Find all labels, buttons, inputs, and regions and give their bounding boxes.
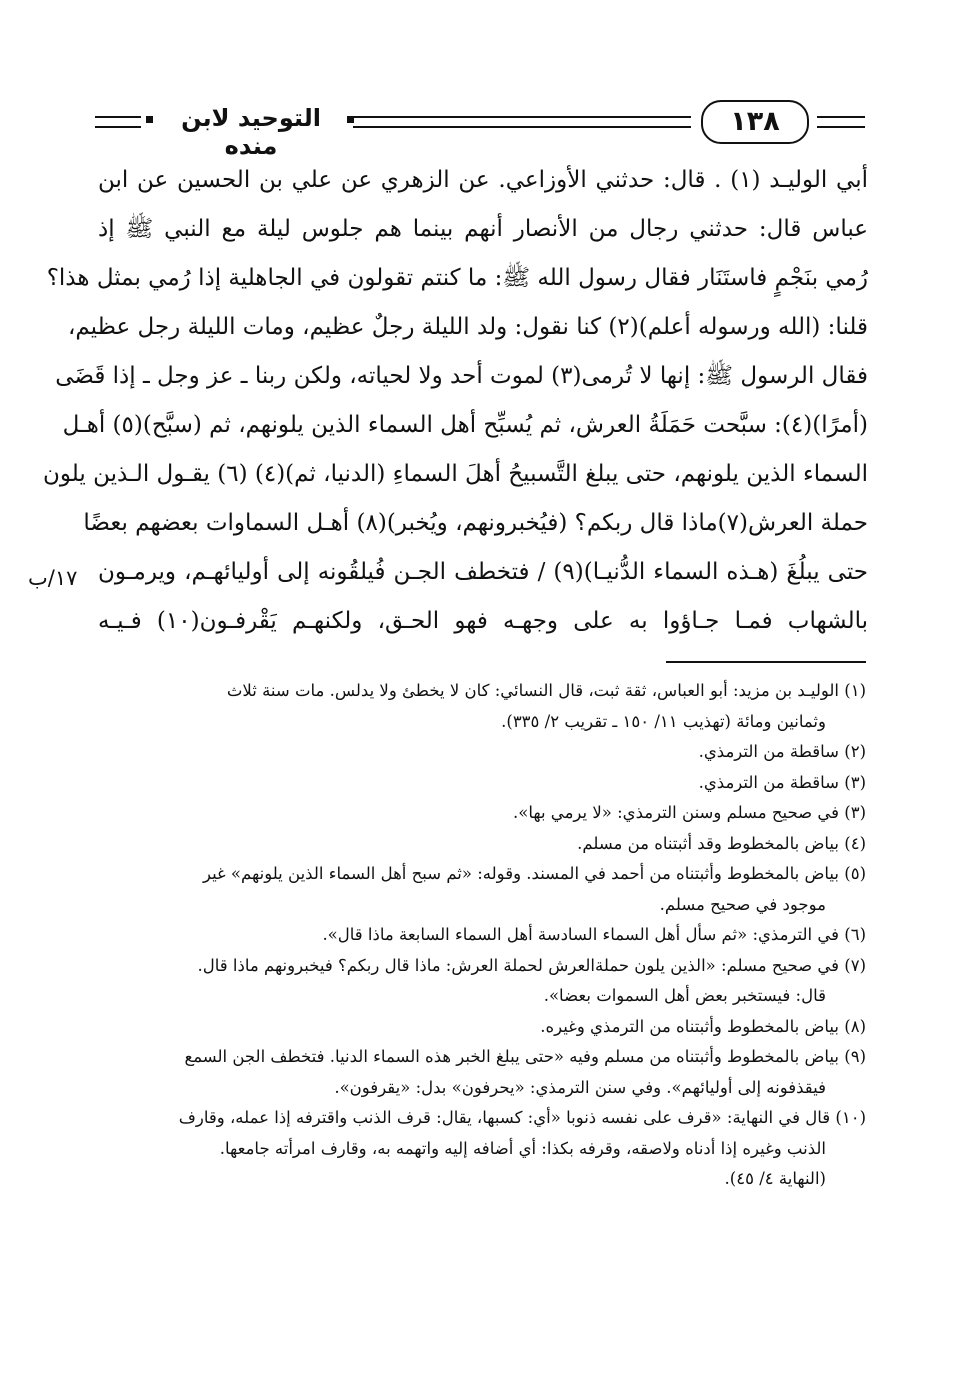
- footnote-continuation: فيقذفونه إلى أوليائهم». وفي سنن الترمذي: «يحرفون» بدل: «يقرفون».: [334, 1077, 826, 1097]
- footnote-text: (١٠) قال في النهاية: «قرف على نفسه ذنوبا «أي: كسبها، يقال: قرف الذنب واقترفه إذا عمله، وقارف: [178, 1108, 866, 1127]
- text-line: أبي الوليـد (١) . قال: حدثني الأوزاعي. عن الزهري عن علي بن الحسين عن ابن: [98, 167, 868, 193]
- footnote: (٣) ساقطة من الترمذي.: [698, 772, 866, 792]
- running-title: التوحيد لابن منده: [181, 104, 321, 160]
- header-square-left: [146, 116, 153, 123]
- footnote: [98, 1042, 866, 1103]
- footnote-continuation: قال: فيستخبر بعض أهل السموات بعضا».: [543, 986, 826, 1005]
- footnote-text: (١) الوليـد بن مزيد: أبو العباس، ثقة ثبت، قال النسائي: كان لا يخطئ ولا يدلس. مات سنة ثلاث: [226, 681, 866, 700]
- footnote-continuation: الذنب وغيره إذا أدناه ولاصقه، وقرفه بكذا: أي أضافه إليه واتهمه به، وقارف امرأته جامعها.: [219, 1138, 826, 1158]
- footnote: (٨) بياض بالمخطوط وأثبتناه من الترمذي وغيره.: [540, 1016, 866, 1036]
- footnotes: [98, 676, 866, 1195]
- page-number: ١٣٨: [701, 100, 809, 144]
- page-header: [95, 100, 865, 160]
- header-rule-right: [817, 116, 865, 128]
- footnote-text: (٧) في صحيح مسلم: «الذين يلون حملةالعرش لحملة العرش: ماذا قال ربكم؟ فيخبرونهم ماذا قال.: [197, 955, 866, 975]
- footnote: [98, 859, 866, 920]
- text-line: رُمي بنَجْمٍ فاستَنَار فقال رسول الله ﷺ: ما كنتم تقولون في الجاهلية إذا رُمي بمثل هذا؟: [46, 265, 868, 291]
- text-line: السماء الذين يلونهم، حتى يبلغ التَّسبيحُ أهلَ السماءِ (الدنيا، ثم)(٤) (٦) يقـول الـذين يلون: [43, 461, 868, 487]
- header-rule-left: [95, 116, 141, 128]
- footnote: [98, 1103, 866, 1195]
- text-line: (أمرًا)(٤): سبَّحت حَمَلَةُ العرش، ثم يُسبِّح أهل السماء الذين يلونهم، ثم (سبَّح)(٥) أهـل: [62, 412, 868, 438]
- text-line: فقال الرسول ﷺ: إنها لا تُرمى(٣) لموت أحد ولا لحياته، ولكن ربنا ـ عز وجل ـ إذا قَضَى: [55, 363, 868, 389]
- footnote-divider: [666, 661, 866, 663]
- text-line: عباس قال: حدثني رجال من الأنصار أنهم بينما هم جلوس ليلة مع النبي ﷺ إذ: [98, 216, 868, 242]
- footnote: (٦) في الترمذي: «ثم سأل أهل السماء السادسة أهل السماء السابعة ماذا قال».: [322, 925, 866, 944]
- footnote-continuation: موجود في صحيح مسلم.: [659, 894, 826, 914]
- footnote: (٣) في صحيح مسلم وسنن الترمذي: «لا يرمي بها».: [513, 803, 866, 822]
- manuscript-folio-note: ١٧/ب: [28, 566, 78, 590]
- footnote-continuation: (النهاية ٤/ ٤٥).: [724, 1169, 826, 1188]
- footnote: (٤) بياض بالمخطوط وقد أثبتناه من مسلم.: [577, 833, 866, 853]
- footnote-text: (٩) بياض بالمخطوط وأثبتناه من مسلم وفيه «حتى يبلغ الخبر هذه السماء الدنيا. فتخطف الجن السمع: [184, 1047, 866, 1066]
- text-line: حملة العرش(٧)ماذا قال ربكم؟ (فيُخبرونهم، ويُخبر)(٨) أهـل السماوات بعضهم بعضًا: [83, 510, 868, 536]
- text-line: حتى يبلُغَ (هـذه السماء الدُّنيـا)(٩) / فتخطف الجـن فُيلقُونه إلى أوليائهـم، ويرمـون: [98, 559, 869, 585]
- footnote-continuation: وثمانين ومائة (تهذيب ١١/ ١٥٠ ـ تقريب ٢/ ٣٣٥).: [501, 711, 826, 731]
- header-rule-middle: [353, 116, 691, 128]
- footnote: [98, 951, 866, 1012]
- text-line: قلنا: (الله ورسوله أعلم)(٢) كنا نقول: ولد الليلة رجلٌ عظيم، ومات الليلة رجل عظيم،: [67, 314, 868, 340]
- text-line: بالشهاب فمـا جـاؤوا به على وجهـه فهو الحـق، ولكنهـم يَقْرفـون(١٠) فـيـه: [98, 608, 868, 634]
- footnote: [98, 676, 866, 737]
- footnote-text: (٥) بياض بالمخطوط وأثبتناه من أحمد في المسند. وقوله: «ثم سبح أهل السماء الذين يلونهم» غير: [202, 864, 866, 883]
- footnote: (٢) ساقطة من الترمذي.: [698, 742, 866, 761]
